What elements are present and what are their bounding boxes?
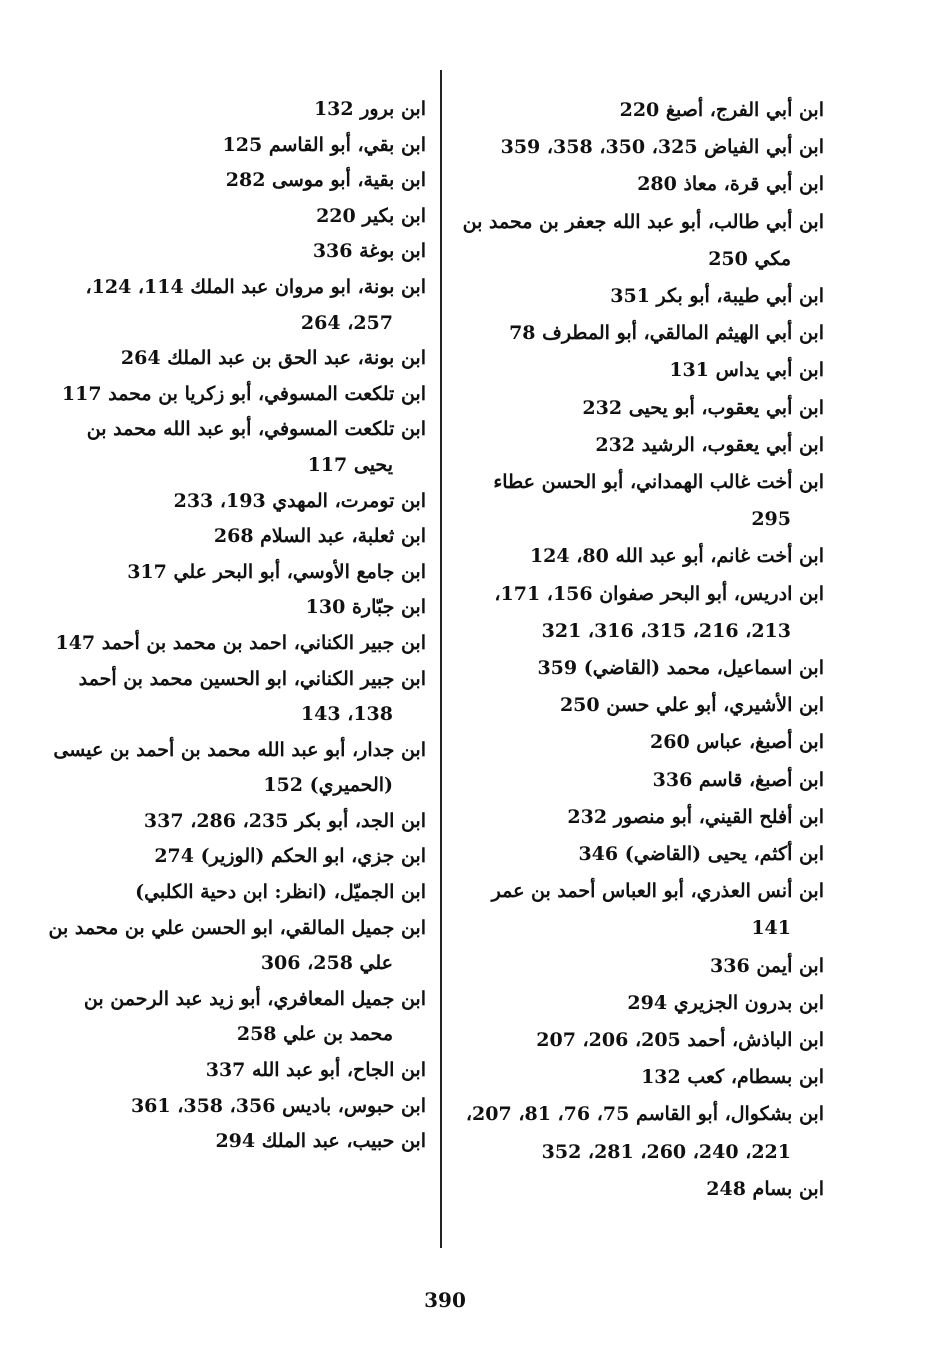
index-entry: ابن الأشيري، أبو علي حسن 250 xyxy=(559,694,824,717)
index-column-right xyxy=(449,92,824,1208)
index-entry: ابن أبي الفياض 325، 350، 358، 359 xyxy=(500,136,824,159)
index-column-left xyxy=(46,92,426,1160)
index-entry: ابن جبّارة 130 xyxy=(305,596,426,619)
index-entry: ابن أبي الهيثم المالقي، أبو المطرف 78 xyxy=(509,322,824,345)
index-entry: ابن أخت غالب الهمداني، أبو الحسن عطاء 295 xyxy=(493,471,824,531)
index-entry: ابن الجميّل، (انظر: ابن دحية الكلبي) xyxy=(135,881,426,904)
index-entry: ابن أصبغ، عباس 260 xyxy=(650,731,824,754)
index-entry: ابن الجاح، أبو عبد الله 337 xyxy=(205,1059,426,1082)
index-entry: ابن حبيب، عبد الملك 294 xyxy=(215,1130,426,1153)
index-entry: ابن أفلح القيني، أبو منصور 232 xyxy=(567,805,824,828)
index-entry: ابن جميل المالقي، ابو الحسن علي بن محمد بن علي 258، 306 xyxy=(48,916,426,975)
index-entry: ابن بونة، عبد الحق بن عبد الملك 264 xyxy=(120,347,426,370)
index-entry: ابن جامع الأوسي، أبو البحر علي 317 xyxy=(127,560,426,583)
index-entry: ابن أبي الفرج، أصبغ 220 xyxy=(619,99,824,121)
index-entry: ابن ثعلبة، عبد السلام 268 xyxy=(213,525,426,548)
index-entry: ابن تلكعت المسوفي، أبو عبد الله محمد بن يحيى 117 xyxy=(86,418,426,476)
index-entry: ابن أيمن 336 xyxy=(710,954,824,977)
index-entry: ابن جدار، أبو عبد الله محمد بن أحمد بن عيسى (الحميري) 152 xyxy=(53,738,426,797)
index-entry: ابن تلكعت المسوفي، أبو زكريا بن محمد 117 xyxy=(61,382,426,405)
index-entry: ابن بونة، ابو مروان عبد الملك 114، 124، 257، 264 xyxy=(85,275,426,334)
index-entry: ابن جزي، ابو الحكم (الوزير) 274 xyxy=(154,845,426,868)
index-entry: ابن بسطام، كعب 132 xyxy=(641,1066,824,1089)
index-entry: ابن جبير الكناني، ابو الحسين محمد بن أحمد 138، 143 xyxy=(78,667,426,726)
index-entry: ابن تومرت، المهدي 193، 233 xyxy=(173,489,426,512)
index-entry: ابن أبي طالب، أبو عبد الله جعفر بن محمد بن مكي 250 xyxy=(462,210,824,270)
index-entry: ابن ادريس، أبو البحر صفوان 156، 171، 213، 216، 315، 316، 321 xyxy=(494,582,824,642)
index-entry: ابن أبي يعقوب، الرشيد 232 xyxy=(595,433,824,456)
index-entry: ابن برور 132 xyxy=(313,98,426,120)
index-entry: ابن بقية، أبو موسى 282 xyxy=(225,169,426,192)
index-entry: ابن أبي قرة، معاذ 280 xyxy=(637,173,824,196)
page-number: 390 xyxy=(424,1288,466,1312)
index-entry: ابن بقي، أبو القاسم 125 xyxy=(222,133,426,156)
index-entry: ابن جبير الكناني، احمد بن محمد بن أحمد 147 xyxy=(55,631,426,654)
index-entry: ابن بدرون الجزيري 294 xyxy=(627,991,824,1014)
index-entry: ابن أنس العذري، أبو العباس أحمد بن عمر 141 xyxy=(491,880,824,940)
index-entry: ابن حبوس، باديس 356، 358، 361 xyxy=(130,1094,426,1117)
index-entry: ابن الباذش، أحمد 205، 206، 207 xyxy=(536,1029,824,1052)
index-entry: ابن أبي يداس 131 xyxy=(669,359,824,382)
index-entry: ابن أكثم، يحيى (القاضي) 346 xyxy=(578,843,824,866)
index-entry: ابن الجد، أبو بكر 235، 286، 337 xyxy=(143,809,426,832)
index-entry: ابن بسام 248 xyxy=(706,1177,824,1200)
index-entry: ابن أصبغ، قاسم 336 xyxy=(652,768,824,791)
index-entry: ابن جميل المعافري، أبو زيد عبد الرحمن بن محمد بن علي 258 xyxy=(83,987,426,1046)
index-entry: ابن أخت غانم، أبو عبد الله 80، 124 xyxy=(529,545,824,568)
index-entry: ابن بكير 220 xyxy=(316,204,426,227)
index-entry: ابن بوغة 336 xyxy=(312,240,426,263)
index-entry: ابن بشكوال، أبو القاسم 75، 76، 81، 207، 221، 240، 260، 281، 352 xyxy=(465,1103,824,1163)
index-entry: ابن اسماعيل، محمد (القاضي) 359 xyxy=(537,657,824,680)
index-entry: ابن أبي يعقوب، أبو يحيى 232 xyxy=(582,396,824,419)
index-entry: ابن أبي طيبة، أبو بكر 351 xyxy=(610,285,824,308)
column-divider xyxy=(440,70,442,1248)
